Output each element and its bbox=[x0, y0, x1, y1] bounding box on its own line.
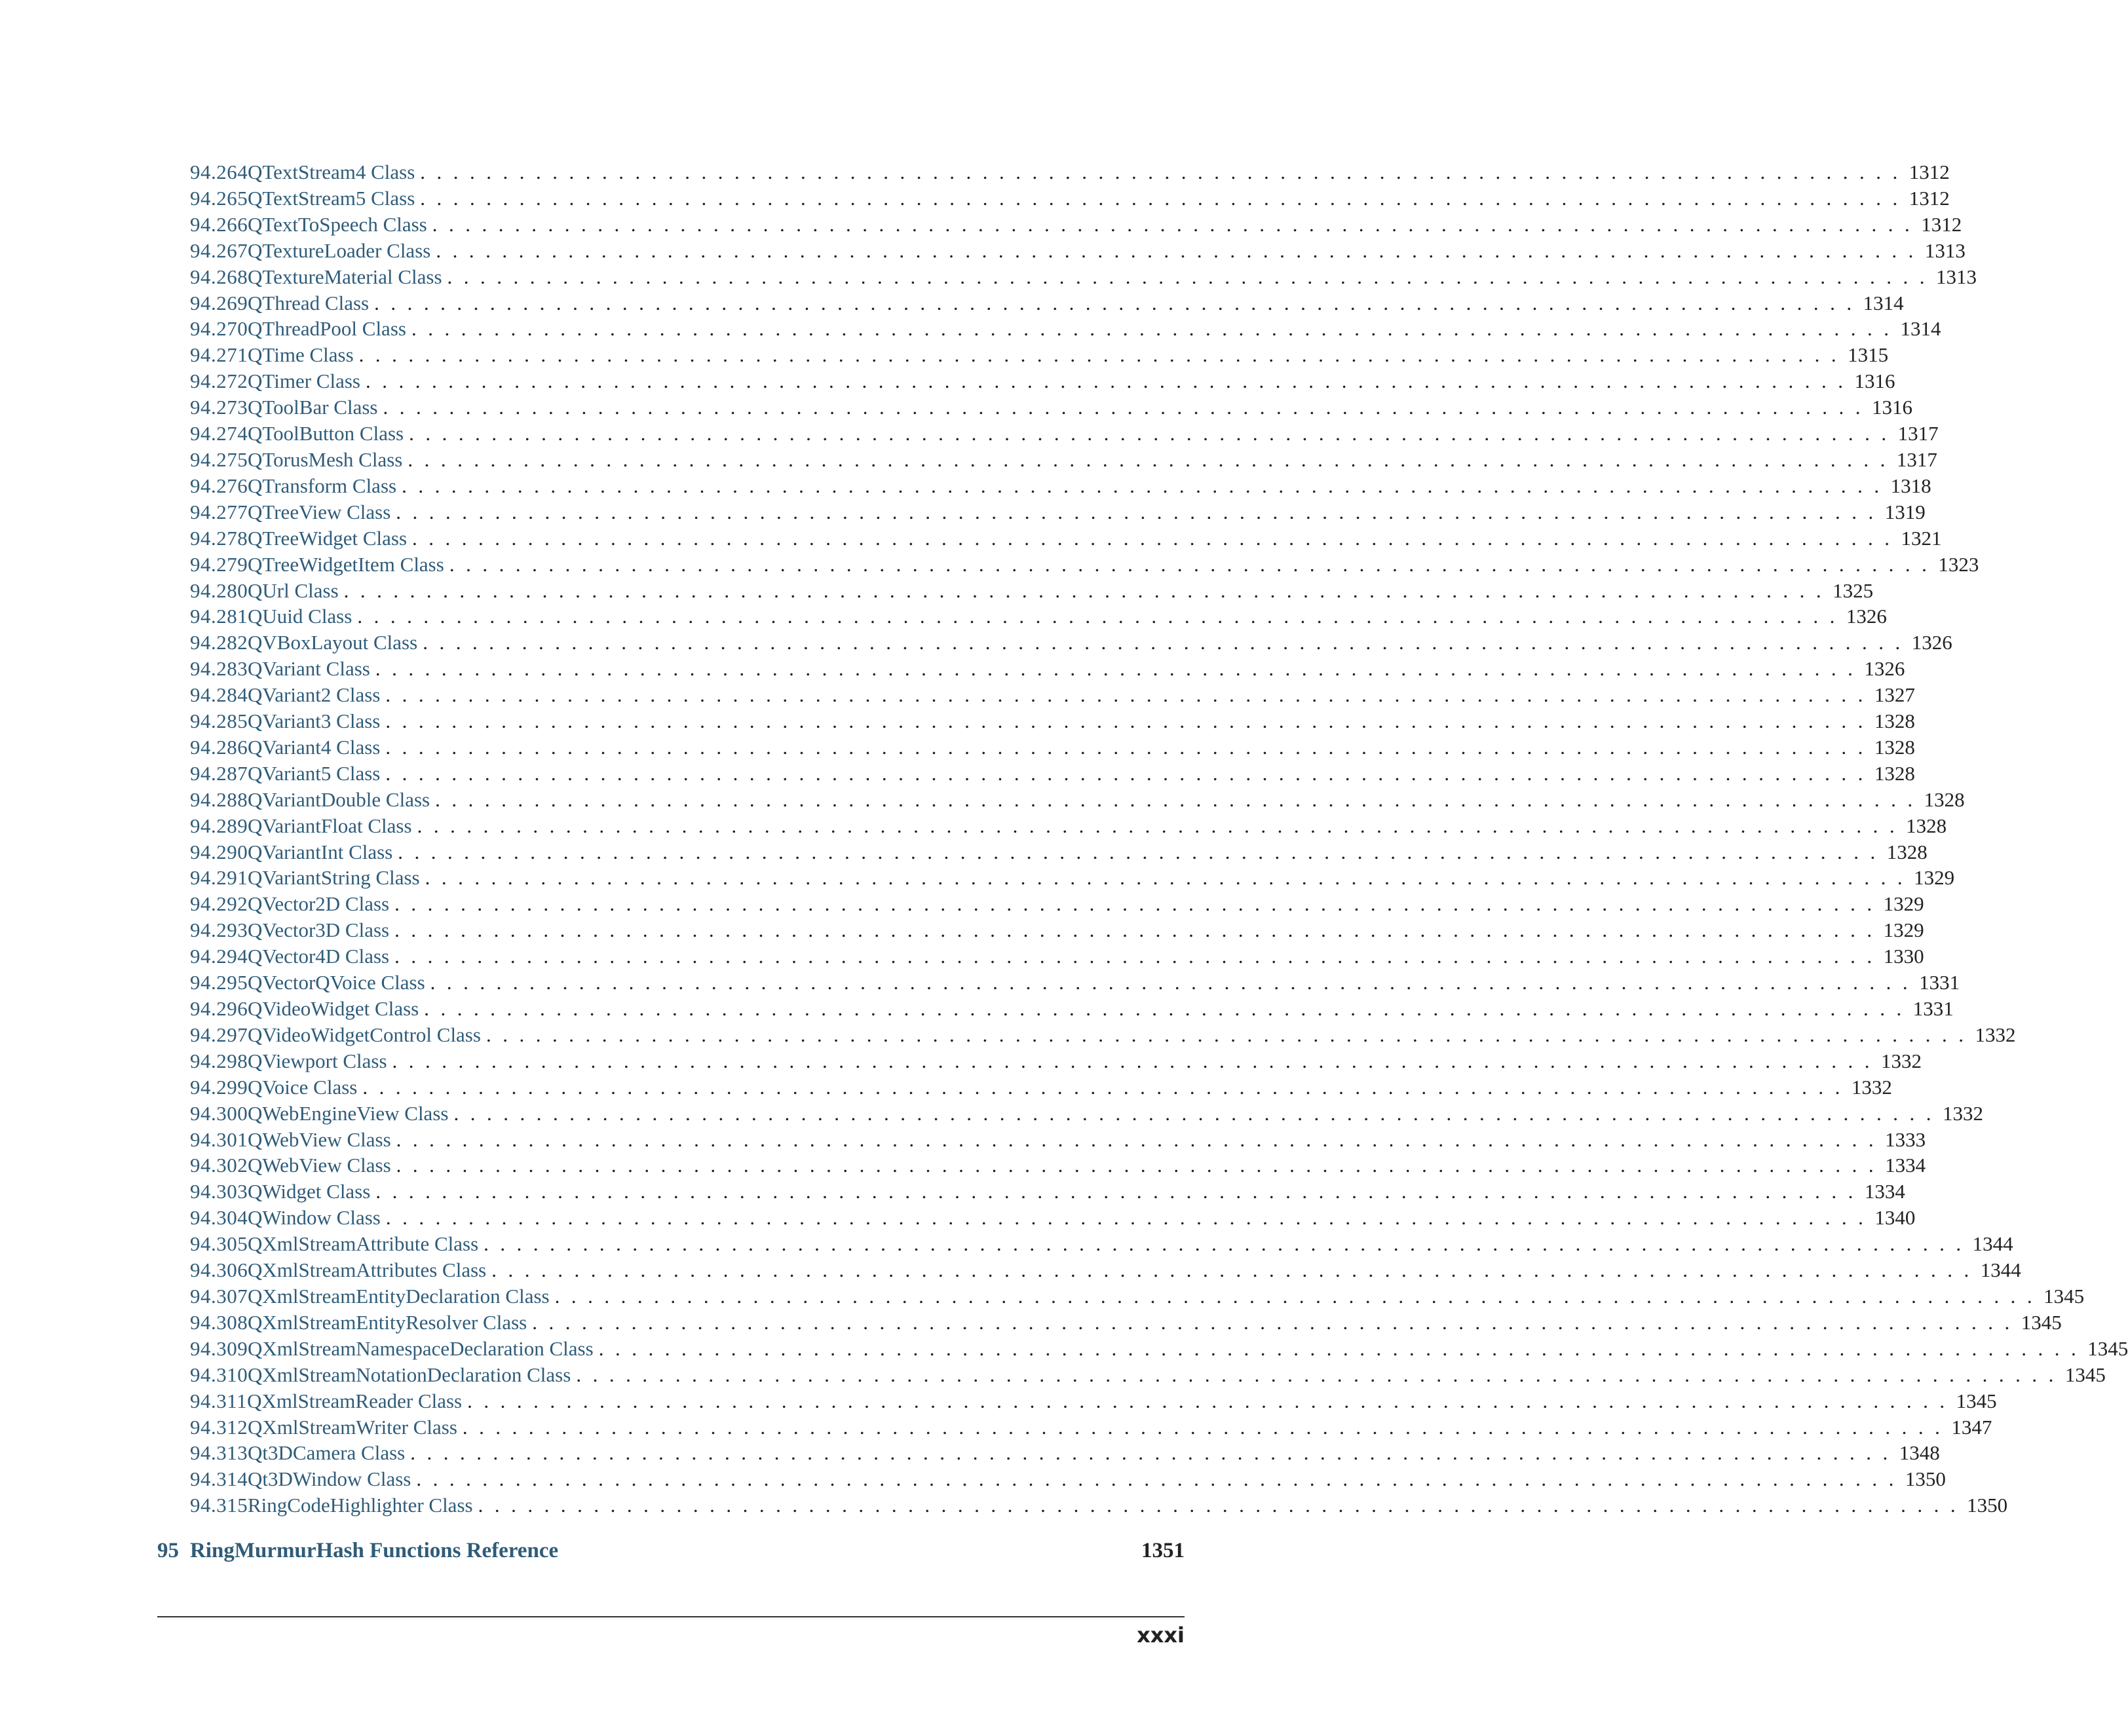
toc-entry[interactable] bbox=[190, 917, 1924, 943]
toc-entry[interactable] bbox=[190, 1127, 1926, 1153]
toc-dot-leader: .......................................................................................... bbox=[402, 474, 1891, 497]
toc-entry[interactable] bbox=[190, 1101, 1983, 1127]
toc-entry[interactable] bbox=[190, 342, 1889, 368]
toc-entry-page-number: 1314 bbox=[1900, 317, 1941, 341]
toc-dot-leader: .......................................................................................... bbox=[420, 186, 1909, 210]
toc-entry[interactable] bbox=[190, 708, 1915, 734]
toc-entry-number[interactable]: 94.278 bbox=[190, 526, 248, 550]
toc-entry-title-link[interactable]: QTextStream4 Class bbox=[248, 160, 415, 183]
toc-dot-leader: .......................................................................................... bbox=[358, 343, 1848, 367]
toc-entry-page-number: 1327 bbox=[1874, 683, 1915, 707]
toc-entry-page-number: 1315 bbox=[1848, 343, 1889, 367]
toc-dot-leader: .......................................................................................... bbox=[385, 709, 1874, 733]
toc-dot-leader: .......................................................................................... bbox=[485, 1023, 1975, 1046]
toc-entry-number[interactable]: 94.314 bbox=[190, 1467, 248, 1491]
toc-entry-title-link[interactable]: QVariantInt Class bbox=[248, 840, 393, 863]
toc-entry-page-number: 1326 bbox=[1846, 605, 1887, 628]
toc-entry-page-number: 1326 bbox=[1911, 631, 1952, 654]
toc-entry-page-number: 1330 bbox=[1883, 945, 1924, 968]
toc-entry[interactable] bbox=[190, 525, 1942, 552]
toc-dot-leader: .......................................................................................... bbox=[383, 396, 1872, 419]
toc-entry[interactable] bbox=[190, 159, 1950, 185]
toc-entry-number[interactable]: 94.269 bbox=[190, 291, 248, 314]
toc-dot-leader: .......................................................................................... bbox=[394, 945, 1884, 968]
toc-entry[interactable] bbox=[190, 1492, 2008, 1519]
toc-dot-leader: .......................................................................................... bbox=[375, 657, 1865, 681]
toc-entry-page-number: 1321 bbox=[1901, 526, 1942, 550]
chapter-number: 95 bbox=[157, 1539, 179, 1562]
toc-entry[interactable] bbox=[190, 1310, 2062, 1336]
toc-entry-page-number: 1331 bbox=[1912, 997, 1954, 1020]
toc-entry-title-link[interactable]: QVariant3 Class bbox=[248, 709, 381, 733]
toc-dot-leader: .......................................................................................... bbox=[425, 866, 1914, 890]
toc-entry-number[interactable]: 94.315 bbox=[190, 1494, 248, 1517]
toc-entry-title-link[interactable]: QXmlStreamEntityDeclaration Class bbox=[248, 1284, 550, 1308]
toc-dot-leader: .......................................................................................... bbox=[430, 971, 1920, 994]
toc-entry-number[interactable]: 94.309 bbox=[190, 1336, 248, 1360]
toc-entry[interactable] bbox=[190, 552, 1979, 578]
toc-entry[interactable] bbox=[190, 1205, 1916, 1231]
toc-entry[interactable] bbox=[190, 839, 1928, 865]
toc-dot-leader: .......................................................................................... bbox=[484, 1232, 1973, 1256]
toc-entry-number[interactable]: 94.286 bbox=[190, 735, 248, 759]
toc-entry[interactable] bbox=[190, 1362, 2106, 1388]
toc-entry-title-link[interactable]: QWebEngineView Class bbox=[248, 1101, 449, 1125]
toc-entry[interactable] bbox=[190, 813, 1947, 839]
toc-entry-title-link[interactable]: QXmlStreamWriter Class bbox=[248, 1415, 457, 1439]
toc-entry-title-link[interactable]: QVoice Class bbox=[248, 1075, 358, 1099]
toc-entry[interactable] bbox=[190, 1388, 1997, 1414]
toc-entry-page-number: 1329 bbox=[1883, 918, 1924, 942]
toc-entry-number[interactable]: 94.307 bbox=[190, 1284, 248, 1308]
toc-entry-number[interactable]: 94.304 bbox=[190, 1206, 248, 1230]
toc-dot-leader: .......................................................................................... bbox=[554, 1284, 2044, 1308]
toc-entry-number[interactable]: 94.308 bbox=[190, 1310, 248, 1334]
toc-entry-number[interactable]: 94.297 bbox=[190, 1023, 248, 1046]
toc-entry-title-link[interactable]: QVariantDouble Class bbox=[248, 787, 430, 811]
toc-entry[interactable] bbox=[190, 290, 1904, 316]
toc-entry-number[interactable]: 94.305 bbox=[190, 1232, 248, 1256]
toc-entry[interactable] bbox=[190, 578, 1874, 604]
toc-entry-title-link[interactable]: QVideoWidget Class bbox=[248, 997, 419, 1020]
toc-entry-number[interactable]: 94.280 bbox=[190, 578, 248, 602]
toc-entry-page-number: 1312 bbox=[1909, 160, 1950, 183]
toc-entry-number[interactable]: 94.296 bbox=[190, 997, 248, 1020]
toc-entry[interactable] bbox=[190, 499, 1926, 525]
toc-entry[interactable] bbox=[190, 212, 1962, 238]
toc-entry-number[interactable]: 94.292 bbox=[190, 892, 248, 916]
toc-dot-leader: .......................................................................................... bbox=[416, 1467, 1905, 1491]
toc-entry[interactable] bbox=[190, 1257, 2021, 1283]
toc-entry-page-number: 1350 bbox=[1905, 1467, 1946, 1491]
toc-dot-leader: .......................................................................................... bbox=[375, 1180, 1865, 1203]
toc-entry[interactable] bbox=[190, 185, 1950, 212]
toc-entry[interactable] bbox=[190, 865, 1955, 891]
toc-entry-page-number: 1328 bbox=[1886, 840, 1928, 863]
toc-entry[interactable] bbox=[190, 1440, 1940, 1466]
toc-entry-title-link[interactable]: QVBoxLayout Class bbox=[248, 631, 418, 654]
toc-entry-title-link[interactable]: QVariantFloat Class bbox=[248, 814, 412, 837]
toc-dot-leader: .......................................................................................... bbox=[385, 683, 1874, 707]
toc-entry-page-number: 1332 bbox=[1942, 1101, 1983, 1125]
toc-dot-leader: .......................................................................................... bbox=[598, 1336, 2088, 1360]
toc-entry-page-number: 1329 bbox=[1883, 892, 1924, 916]
toc-entry-page-number: 1348 bbox=[1899, 1441, 1940, 1465]
toc-dot-leader: .......................................................................................... bbox=[396, 1127, 1886, 1151]
toc-dot-leader: .......................................................................................... bbox=[385, 735, 1874, 759]
toc-entry[interactable] bbox=[190, 761, 1915, 787]
toc-entry[interactable] bbox=[190, 943, 1924, 970]
toc-entry[interactable] bbox=[190, 656, 1905, 682]
toc-entry[interactable] bbox=[190, 734, 1915, 761]
toc-entry-title-link[interactable]: QVariant Class bbox=[248, 657, 370, 681]
toc-dot-leader: .......................................................................................... bbox=[392, 1049, 1882, 1072]
toc-entry-title-link[interactable]: QXmlStreamNamespaceDeclaration Class bbox=[248, 1336, 594, 1360]
toc-entry-title-link[interactable]: QThreadPool Class bbox=[248, 317, 406, 341]
toc-dot-leader: .......................................................................................... bbox=[396, 1154, 1886, 1177]
toc-entry-number[interactable]: 94.293 bbox=[190, 918, 248, 942]
toc-dot-leader: .......................................................................................... bbox=[417, 814, 1907, 837]
toc-entry-page-number: 1332 bbox=[1851, 1075, 1892, 1099]
toc-entry-number[interactable]: 94.276 bbox=[190, 474, 248, 497]
toc-entry-page-number: 1347 bbox=[1951, 1415, 1992, 1439]
toc-entry-page-number: 1332 bbox=[1975, 1023, 2016, 1046]
toc-entry[interactable] bbox=[190, 264, 1977, 290]
toc-dot-leader: .......................................................................................... bbox=[478, 1494, 1967, 1517]
toc-entry-number[interactable]: 94.271 bbox=[190, 343, 248, 367]
toc-entry-page-number: 1334 bbox=[1864, 1180, 1905, 1203]
toc-dot-leader: .......................................................................................... bbox=[436, 238, 1925, 262]
toc-entry-page-number: 1328 bbox=[1924, 787, 1965, 811]
toc-dot-leader: .......................................................................................... bbox=[453, 1101, 1943, 1125]
toc-entry-title-link[interactable]: QWebView Class bbox=[248, 1154, 391, 1177]
toc-entry-number[interactable]: 94.281 bbox=[190, 605, 248, 628]
toc-entry-title-link[interactable]: Qt3DWindow Class bbox=[248, 1467, 411, 1491]
toc-entry-number[interactable]: 94.274 bbox=[190, 422, 248, 445]
toc-dot-leader: .......................................................................................... bbox=[424, 997, 1913, 1020]
toc-entry[interactable] bbox=[190, 473, 1931, 499]
toc-entry-page-number: 1314 bbox=[1863, 291, 1904, 314]
toc-entry[interactable] bbox=[190, 891, 1924, 917]
toc-entry[interactable] bbox=[190, 996, 1954, 1022]
toc-entry[interactable] bbox=[190, 682, 1915, 708]
toc-dot-leader: .......................................................................................... bbox=[374, 291, 1863, 314]
toc-entry-title-link[interactable]: QTreeView Class bbox=[248, 500, 391, 523]
toc-entry-number[interactable]: 94.273 bbox=[190, 396, 248, 419]
toc-entry-number[interactable]: 94.267 bbox=[190, 238, 248, 262]
toc-dot-leader: .......................................................................................... bbox=[409, 422, 1898, 445]
toc-entry-page-number: 1312 bbox=[1909, 186, 1950, 210]
toc-entry-page-number: 1340 bbox=[1874, 1206, 1916, 1230]
toc-dot-leader: .......................................................................................... bbox=[420, 160, 1909, 183]
toc-entry-title-link[interactable]: QVariant5 Class bbox=[248, 761, 381, 785]
toc-entry-title-link[interactable]: QTransform Class bbox=[248, 474, 397, 497]
toc-dot-leader: .......................................................................................... bbox=[447, 265, 1937, 288]
toc-entry-page-number: 1328 bbox=[1906, 814, 1947, 837]
toc-entry-page-number: 1345 bbox=[2064, 1363, 2106, 1386]
toc-entry-number[interactable]: 94.279 bbox=[190, 552, 248, 576]
toc-entry-page-number: 1345 bbox=[1956, 1389, 1997, 1412]
toc-dot-leader: .......................................................................................... bbox=[410, 1441, 1899, 1465]
toc-entry-page-number: 1331 bbox=[1919, 971, 1960, 994]
chapter-page-number: 1351 bbox=[1141, 1539, 1185, 1562]
toc-entry-page-number: 1323 bbox=[1938, 552, 1979, 576]
toc-entry-title-link[interactable]: QToolButton Class bbox=[248, 422, 404, 445]
toc-entry-number[interactable]: 94.289 bbox=[190, 814, 248, 837]
toc-entry-number[interactable]: 94.275 bbox=[190, 447, 248, 471]
toc-entry-title-link[interactable]: QTextToSpeech Class bbox=[248, 212, 427, 236]
toc-entry-page-number: 1329 bbox=[1914, 866, 1955, 890]
toc-entry-title-link[interactable]: QWindow Class bbox=[248, 1206, 381, 1230]
toc-entry[interactable] bbox=[190, 970, 1960, 996]
toc-entry-title-link[interactable]: QThread Class bbox=[248, 291, 370, 314]
toc-entry-title-link[interactable]: QXmlStreamReader Class bbox=[247, 1389, 463, 1412]
toc-entry-number[interactable]: 94.270 bbox=[190, 317, 248, 341]
toc-entry[interactable] bbox=[190, 603, 1887, 630]
toc-entry-page-number: 1312 bbox=[1921, 212, 1962, 236]
toc-entry[interactable] bbox=[190, 238, 1966, 264]
toc-entry[interactable] bbox=[190, 1466, 1946, 1492]
toc-entry[interactable] bbox=[190, 368, 1895, 394]
toc-entry[interactable] bbox=[190, 1179, 1905, 1205]
toc-entry-title-link[interactable]: QVariant4 Class bbox=[248, 735, 381, 759]
toc-entry[interactable] bbox=[190, 316, 1941, 342]
chapter-title-link[interactable]: RingMurmurHash Functions Reference bbox=[190, 1539, 559, 1562]
toc-entry-title-link[interactable]: QVector2D Class bbox=[248, 892, 390, 916]
toc-entry-page-number: 1345 bbox=[2021, 1310, 2062, 1334]
toc-entry-title-link[interactable]: QVector3D Class bbox=[248, 918, 390, 942]
toc-entry-number[interactable]: 94.298 bbox=[190, 1049, 248, 1072]
toc-entry-title-link[interactable]: QTextureLoader Class bbox=[248, 238, 431, 262]
toc-entry-title-link[interactable]: QTreeWidgetItem Class bbox=[248, 552, 444, 576]
toc-entry-page-number: 1319 bbox=[1884, 500, 1926, 523]
toc-entry-number[interactable]: 94.272 bbox=[190, 369, 248, 393]
toc-entry-number[interactable]: 94.283 bbox=[190, 657, 248, 681]
toc-entry-number[interactable]: 94.264 bbox=[190, 160, 248, 183]
toc-entry-number[interactable]: 94.282 bbox=[190, 631, 248, 654]
toc-entry[interactable] bbox=[190, 787, 1965, 813]
toc-entry-page-number: 1344 bbox=[1972, 1232, 2013, 1256]
toc-dot-leader: .......................................................................................... bbox=[412, 526, 1901, 550]
toc-entry-title-link[interactable]: QXmlStreamNotationDeclaration Class bbox=[248, 1363, 571, 1386]
toc-dot-leader: .......................................................................................... bbox=[491, 1258, 1981, 1282]
toc-entry[interactable] bbox=[190, 1048, 1922, 1074]
toc-entry-page-number: 1328 bbox=[1874, 709, 1915, 733]
footer-page-number: xxxi bbox=[1137, 1623, 1185, 1648]
toc-dot-leader: .......................................................................................... bbox=[357, 605, 1846, 628]
toc-entry-page-number: 1313 bbox=[1936, 265, 1977, 288]
toc-entry-number[interactable]: 94.310 bbox=[190, 1363, 248, 1386]
toc-entry[interactable] bbox=[190, 447, 1937, 473]
toc-entry[interactable] bbox=[190, 421, 1939, 447]
toc-dot-leader: .......................................................................................... bbox=[532, 1310, 2021, 1334]
toc-entry-number[interactable]: 94.303 bbox=[190, 1180, 248, 1203]
toc-entry-title-link[interactable]: QTime Class bbox=[248, 343, 354, 367]
toc-entry-page-number: 1313 bbox=[1924, 238, 1966, 262]
toc-dot-leader: .......................................................................................... bbox=[365, 369, 1855, 393]
toc-entry-page-number: 1326 bbox=[1864, 657, 1905, 681]
toc-entry-page-number: 1317 bbox=[1896, 447, 1937, 471]
toc-dot-leader: .......................................................................................... bbox=[576, 1363, 2065, 1386]
toc-entry[interactable] bbox=[190, 1336, 2128, 1362]
toc-dot-leader: .......................................................................................... bbox=[432, 212, 1922, 236]
footer-divider bbox=[157, 1616, 1185, 1617]
toc-entry-number[interactable]: 94.299 bbox=[190, 1075, 248, 1099]
toc-entry-page-number: 1334 bbox=[1885, 1154, 1926, 1177]
toc-entry-page-number: 1318 bbox=[1890, 474, 1931, 497]
toc-entry-page-number: 1345 bbox=[2043, 1284, 2085, 1308]
toc-dot-leader: .......................................................................................... bbox=[462, 1415, 1952, 1439]
toc-dot-leader: .......................................................................................... bbox=[394, 892, 1884, 916]
toc-entry-title-link[interactable]: Qt3DCamera Class bbox=[248, 1441, 406, 1465]
toc-dot-leader: .......................................................................................... bbox=[362, 1075, 1852, 1099]
toc-entry-number[interactable]: 94.312 bbox=[190, 1415, 248, 1439]
toc-entry-page-number: 1316 bbox=[1871, 396, 1912, 419]
toc-entry-number[interactable]: 94.285 bbox=[190, 709, 248, 733]
toc-entry-title-link[interactable]: QVideoWidgetControl Class bbox=[248, 1023, 481, 1046]
toc-dot-leader: .......................................................................................... bbox=[398, 840, 1887, 863]
toc-entry-title-link[interactable]: QVariantString Class bbox=[248, 866, 420, 890]
toc-entry-title-link[interactable]: QToolBar Class bbox=[248, 396, 378, 419]
toc-entry-page-number: 1333 bbox=[1885, 1127, 1926, 1151]
toc-entry-number[interactable]: 94.277 bbox=[190, 500, 248, 523]
toc-entry-title-link[interactable]: RingCodeHighlighter Class bbox=[248, 1494, 473, 1517]
toc-entry-number[interactable]: 94.294 bbox=[190, 945, 248, 968]
toc-entry-page-number: 1332 bbox=[1881, 1049, 1922, 1072]
toc-entry-page-number: 1344 bbox=[1980, 1258, 2021, 1282]
toc-entry-title-link[interactable]: QXmlStreamAttributes Class bbox=[248, 1258, 487, 1282]
toc-entry-title-link[interactable]: QUuid Class bbox=[248, 605, 352, 628]
toc-entry-title-link[interactable]: QWidget Class bbox=[248, 1180, 371, 1203]
toc-dot-leader: .......................................................................................... bbox=[408, 447, 1897, 471]
toc-entry-title-link[interactable]: QTextStream5 Class bbox=[248, 186, 415, 210]
toc-entry-title-link[interactable]: QTreeWidget Class bbox=[248, 526, 408, 550]
toc-entry-title-link[interactable]: QViewport Class bbox=[248, 1049, 387, 1072]
toc-entry-number[interactable]: 94.306 bbox=[190, 1258, 248, 1282]
toc-entry[interactable] bbox=[190, 630, 1952, 656]
chapter-entry[interactable] bbox=[157, 1536, 1185, 1565]
toc-entry[interactable] bbox=[190, 394, 1912, 421]
toc-entry-number[interactable]: 94.302 bbox=[190, 1154, 248, 1177]
toc-entry-title-link[interactable]: QXmlStreamEntityResolver Class bbox=[248, 1310, 527, 1334]
toc-dot-leader: .......................................................................................... bbox=[343, 578, 1833, 602]
toc-entry-number[interactable]: 94.313 bbox=[190, 1441, 248, 1465]
toc-dot-leader: .......................................................................................... bbox=[423, 631, 1912, 654]
toc-entry-number[interactable]: 94.291 bbox=[190, 866, 248, 890]
toc-entry-title-link[interactable]: QWebView Class bbox=[248, 1127, 391, 1151]
toc-entry-page-number: 1317 bbox=[1897, 422, 1939, 445]
toc-dot-leader: .......................................................................................... bbox=[449, 552, 1939, 576]
toc-entry[interactable] bbox=[190, 1074, 1892, 1101]
toc-entry-number[interactable]: 94.300 bbox=[190, 1101, 248, 1125]
toc-entry-number[interactable]: 94.265 bbox=[190, 186, 248, 210]
toc-entry-number[interactable]: 94.295 bbox=[190, 971, 248, 994]
toc-entry[interactable] bbox=[190, 1283, 2085, 1310]
toc-entry-number[interactable]: 94.288 bbox=[190, 787, 248, 811]
toc-entry-number[interactable]: 94.284 bbox=[190, 683, 248, 707]
toc-dot-leader: .......................................................................................... bbox=[396, 500, 1885, 523]
toc-entry-page-number: 1350 bbox=[1967, 1494, 2008, 1517]
toc-entry-title-link[interactable]: QTorusMesh Class bbox=[248, 447, 403, 471]
toc-entry-title-link[interactable]: QUrl Class bbox=[248, 578, 339, 602]
toc-entry[interactable] bbox=[190, 1152, 1926, 1179]
toc-dot-leader: .......................................................................................... bbox=[435, 787, 1924, 811]
toc-entry-title-link[interactable]: QVariant2 Class bbox=[248, 683, 381, 707]
toc-entry-number[interactable]: 94.290 bbox=[190, 840, 248, 863]
toc-entry-title-link[interactable]: QXmlStreamAttribute Class bbox=[248, 1232, 479, 1256]
toc-entry-number[interactable]: 94.311 bbox=[190, 1389, 248, 1412]
toc-entry-page-number: 1325 bbox=[1833, 578, 1874, 602]
toc-entry[interactable] bbox=[190, 1231, 2013, 1257]
toc-entry-number[interactable]: 94.268 bbox=[190, 265, 248, 288]
toc-entry[interactable] bbox=[190, 1414, 1992, 1441]
toc-list bbox=[190, 159, 2128, 1519]
toc-entry-title-link[interactable]: QVectorQVoice Class bbox=[248, 971, 425, 994]
toc-dot-leader: .......................................................................................... bbox=[385, 761, 1874, 785]
toc-entry[interactable] bbox=[190, 1022, 2016, 1048]
toc-entry-title-link[interactable]: QVector4D Class bbox=[248, 945, 390, 968]
toc-entry-page-number: 1328 bbox=[1874, 735, 1915, 759]
toc-dot-leader: .......................................................................................... bbox=[394, 918, 1884, 942]
toc-entry-page-number: 1328 bbox=[1874, 761, 1915, 785]
toc-entry-page-number: 1316 bbox=[1854, 369, 1895, 393]
toc-dot-leader: .......................................................................................... bbox=[385, 1206, 1875, 1230]
toc-dot-leader: .......................................................................................... bbox=[467, 1389, 1956, 1412]
toc-entry-number[interactable]: 94.287 bbox=[190, 761, 248, 785]
toc-entry-number[interactable]: 94.301 bbox=[190, 1127, 248, 1151]
toc-dot-leader: .......................................................................................... bbox=[411, 317, 1901, 341]
toc-entry-title-link[interactable]: QTextureMaterial Class bbox=[248, 265, 442, 288]
toc-entry-page-number: 1345 bbox=[2087, 1336, 2128, 1360]
toc-entry-number[interactable]: 94.266 bbox=[190, 212, 248, 236]
toc-entry-title-link[interactable]: QTimer Class bbox=[248, 369, 360, 393]
